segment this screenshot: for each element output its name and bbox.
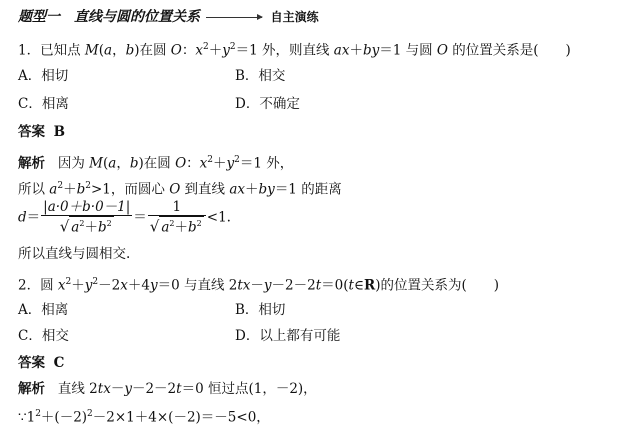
denominator (148, 216, 206, 236)
exponent: 2 (79, 219, 85, 228)
text: ＝ (26, 209, 41, 226)
var: by (258, 181, 275, 198)
var: ax (333, 42, 350, 59)
q2-answer (18, 354, 64, 372)
text: ＋ (71, 277, 85, 294)
text: ＋ (245, 181, 259, 198)
text: －2－2 (271, 277, 316, 294)
var: t (315, 277, 322, 294)
text: ， (112, 42, 126, 59)
distance-formula (18, 200, 231, 236)
text: ＝0( (321, 277, 349, 294)
text: ＋ (349, 42, 363, 59)
var: y (124, 381, 132, 397)
text: ( (103, 155, 109, 172)
text: ＋ (213, 155, 227, 172)
text: ＝1 与圆 (379, 42, 437, 59)
text: －2×1＋4×(－2)＝－5<0， (92, 409, 270, 426)
var: x (199, 155, 208, 172)
q2-option-c: C．相交 (18, 328, 69, 344)
answer-value: B (53, 124, 66, 140)
q1-option-d: D．不确定 (235, 96, 300, 112)
text: ＋(－2) (40, 409, 88, 426)
text: 1．已知点 (18, 42, 85, 59)
exponent: 2 (234, 155, 240, 165)
numerator: 1 (148, 200, 206, 216)
exponent: 2 (87, 409, 93, 419)
section-header (18, 8, 319, 26)
text: ＝ (133, 209, 147, 226)
var: O (169, 181, 181, 198)
text: ＝1 外，则直线 (235, 42, 334, 59)
exponent: 2 (196, 219, 202, 228)
text: >1，而圆心 (90, 181, 170, 198)
var: t (176, 381, 182, 397)
var: y (222, 42, 230, 59)
answer-label: 答案 (18, 124, 45, 140)
text: 到直线 (180, 181, 230, 198)
text: ＋ (63, 181, 77, 198)
var: b (97, 219, 107, 236)
q1-option-c: C．相离 (18, 96, 69, 112)
var: a (161, 219, 170, 236)
section-tag: 自主演练 (270, 10, 319, 24)
var: tx (97, 381, 111, 397)
exponent: 2 (57, 181, 64, 191)
var: M (89, 155, 103, 172)
var: d (18, 209, 27, 226)
var: x (120, 277, 128, 294)
var: b (188, 219, 197, 236)
var: by (362, 42, 380, 59)
var: a (108, 155, 117, 172)
var: t (348, 277, 354, 294)
sqrt-icon: √ (59, 217, 70, 236)
answer-label: 答案 (18, 355, 45, 371)
var: tx (237, 277, 251, 294)
var: O (170, 42, 182, 59)
q1-conclusion: 所以直线与圆相交. (18, 246, 131, 262)
var: O (175, 155, 187, 172)
q1-answer (18, 123, 65, 141)
exponent: 2 (85, 181, 91, 191)
exponent: 2 (92, 277, 99, 287)
radicand (159, 216, 203, 235)
q2-analysis-line-2 (18, 405, 270, 427)
radicand (69, 216, 113, 235)
text: ＝0 恒过点(1，－2)， (181, 381, 317, 397)
text: －2 (98, 277, 121, 294)
q2-option-d: D．以上都有可能 (235, 328, 341, 344)
var: R (363, 277, 376, 294)
text: ∈ (353, 277, 364, 294)
var: b (125, 42, 135, 59)
text: 直线 2 (57, 381, 98, 397)
question-1-stem (18, 38, 571, 60)
text: 2．圆 (18, 277, 58, 294)
q1-option-b: B．相交 (235, 68, 286, 84)
text: ＝1 的距离 (274, 181, 342, 198)
text: )在圆 (138, 155, 176, 172)
text: ： (181, 42, 196, 59)
text: 因为 (57, 155, 90, 172)
text: ＝0 与直线 2 (157, 277, 238, 294)
q2-analysis-line-1 (18, 380, 317, 398)
var: y (149, 277, 158, 294)
text: ＋ (174, 219, 189, 236)
q1-option-a: A．相切 (18, 68, 69, 84)
text: )在圆 (134, 42, 171, 59)
analysis-label: 解析 (18, 381, 45, 397)
text: －2－2 (131, 381, 177, 397)
exponent: 2 (169, 219, 175, 228)
fraction-2 (148, 200, 206, 236)
var: a (104, 42, 113, 59)
exponent: 2 (207, 155, 213, 165)
var: O (436, 42, 448, 59)
var: y (263, 277, 272, 294)
var: x (57, 277, 66, 294)
text: <1. (206, 209, 231, 226)
exponent: 2 (35, 409, 41, 419)
text: － (110, 381, 125, 397)
fraction-1 (41, 200, 132, 236)
text: ∵1 (18, 409, 36, 426)
analysis-label: 解析 (18, 155, 45, 172)
numerator: |a·0＋b·0－1| (43, 199, 131, 215)
exponent: 2 (65, 277, 72, 287)
text: ＋4 (127, 277, 150, 294)
q1-analysis-line-1 (18, 151, 293, 173)
text: ( (98, 42, 104, 59)
var: a (49, 181, 58, 198)
answer-value: C (53, 355, 65, 371)
text: )的位置关系为( ) (375, 277, 499, 294)
text: ＝1 外， (239, 155, 294, 172)
q2-option-b: B．相切 (235, 302, 286, 318)
var: b (129, 155, 139, 172)
var: b (76, 181, 86, 198)
exponent: 2 (202, 42, 209, 52)
exponent: 2 (229, 42, 236, 52)
q2-option-a: A．相离 (18, 302, 69, 318)
var: ax (229, 181, 246, 198)
text: ， (116, 155, 130, 172)
question-2-stem (18, 273, 499, 295)
text: ＋ (208, 42, 223, 59)
text: 所以 (18, 181, 50, 198)
var: y (84, 277, 93, 294)
text: 的位置关系是( ) (447, 42, 571, 59)
arrow-right-icon (206, 17, 262, 18)
sqrt-icon: √ (149, 217, 160, 236)
text: ＋ (84, 219, 98, 236)
denominator (41, 216, 132, 236)
var: M (84, 42, 99, 59)
exponent: 2 (106, 219, 112, 228)
var: x (195, 42, 203, 59)
section-title: 题型一 直线与圆的位置关系 (18, 9, 200, 25)
q1-analysis-line-2 (18, 177, 342, 199)
text: － (250, 277, 264, 294)
text: ： (186, 155, 200, 172)
var: a (71, 219, 80, 236)
var: y (226, 155, 235, 172)
